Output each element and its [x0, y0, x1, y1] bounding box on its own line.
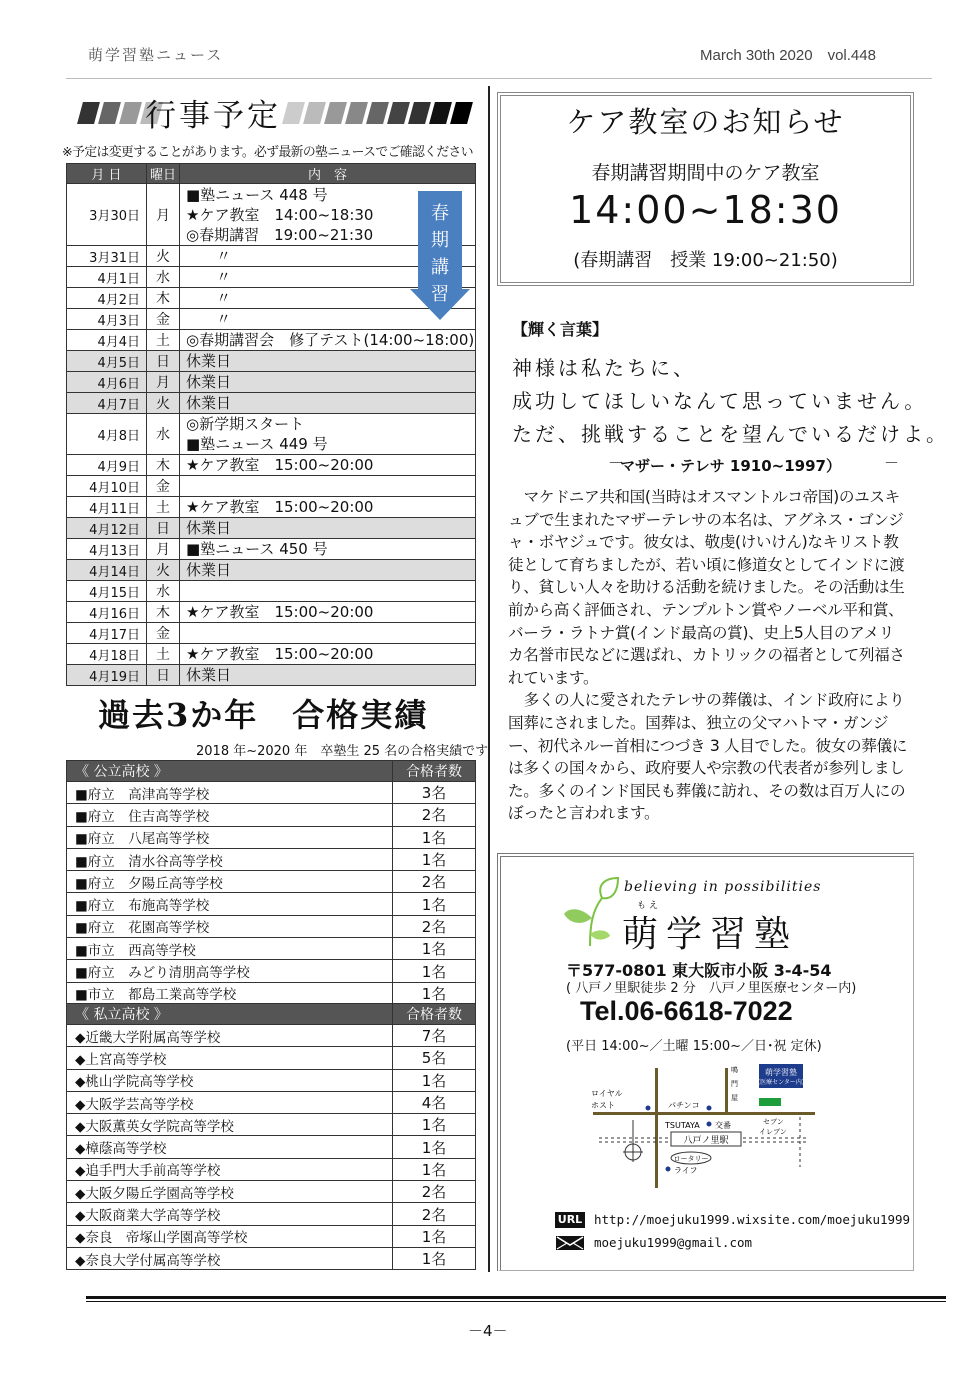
footer-rule — [86, 1296, 946, 1299]
schedule-dow: 火 — [147, 560, 180, 581]
map-rotary: ロータリー — [673, 1155, 709, 1163]
schedule-dow: 土 — [147, 330, 180, 351]
school-result-row — [67, 1091, 476, 1113]
col-dow: 曜日 — [147, 164, 180, 184]
map-naruto: 屋 — [731, 1094, 738, 1102]
map-koban: 交番 — [715, 1121, 731, 1130]
schedule-row — [67, 476, 476, 497]
schedule-row — [67, 581, 476, 602]
care-subtitle: 春期講習期間中のケア教室 — [591, 162, 820, 184]
mail-icon — [555, 1235, 585, 1251]
school-url[interactable]: http://moejuku1999.wixsite.com/moejuku1999 — [594, 1212, 911, 1227]
schedule-dow: 水 — [147, 414, 180, 455]
schedule-dow: 金 — [147, 476, 180, 497]
schedule-row — [67, 602, 476, 623]
map-naruto: 門 — [731, 1080, 738, 1088]
pass-count-cell: 1名 — [393, 960, 476, 982]
quote-line: ただ、挑戦することを望んでいるだけよ。 — [512, 422, 949, 446]
url-icon: URL — [555, 1212, 585, 1228]
school-result-row — [67, 1069, 476, 1091]
schedule-row — [67, 644, 476, 665]
schedule-content: ★ケア教室 15:00~20:00 — [180, 644, 476, 665]
school-address: 〒577-0801 東大阪市小阪 3-4-54 — [566, 961, 832, 980]
private-header: 《 私立高校 》 — [67, 1004, 393, 1025]
pass-count-cell: 1名 — [393, 1069, 476, 1091]
schedule-dow: 日 — [147, 518, 180, 539]
header-divider — [66, 78, 932, 79]
schedule-dow: 水 — [147, 267, 180, 288]
school-result-row — [67, 871, 476, 893]
schedule-content: ■塾ニュース 450 号 — [180, 539, 476, 560]
body-paragraph: 多くの人に愛されたテレサの葬儀は、インド政府により国葬にされました。国葬は、独立の父マハトマ・ガンジー、初代ネルー首相につづき 3 人目でした。彼女の葬儀には多くの国々から、政府要人や宗教の代表者が参列しました。多くのインド国民も葬儀に訪れ、その数は百万人にのぼったと言われます。 — [508, 691, 907, 823]
school-name-cell: ◆近畿大学附属高等学校 — [67, 1025, 393, 1047]
school-result-row — [67, 982, 476, 1004]
schedule-content — [180, 476, 476, 497]
pass-count-cell: 2名 — [393, 1181, 476, 1203]
pass-count-cell: 1名 — [393, 1114, 476, 1136]
school-name-cell: ■府立 花園高等学校 — [67, 915, 393, 937]
school-result-row — [67, 915, 476, 937]
page-number: －4－ — [468, 1322, 508, 1340]
pass-count-cell: 1名 — [393, 982, 476, 1004]
school-phone[interactable]: Tel.06-6618-7022 — [580, 996, 793, 1026]
schedule-dow: 木 — [147, 288, 180, 309]
column-divider — [488, 86, 490, 1272]
col-date: 月 日 — [67, 164, 147, 184]
pass-count-cell: 2名 — [393, 804, 476, 826]
quote-line: 成功してほしいなんて思っていません。 — [512, 389, 928, 413]
school-name: 萌学習塾 — [622, 914, 799, 955]
pass-count-cell: 2名 — [393, 1203, 476, 1225]
schedule-content: 休業日 — [180, 393, 476, 414]
schedule-date: 3月31日 — [67, 246, 147, 267]
pass-count-cell: 4名 — [393, 1091, 476, 1113]
schedule-row — [67, 623, 476, 644]
map-station: 八戸ノ里駅 — [683, 1136, 729, 1146]
pass-count-cell: 1名 — [393, 1225, 476, 1247]
pass-count-cell: 1名 — [393, 893, 476, 915]
schedule-date: 4月5日 — [67, 351, 147, 372]
school-result-row — [67, 1203, 476, 1225]
map-royal-host: ホスト — [591, 1101, 615, 1110]
map-seven: セブン — [763, 1118, 784, 1126]
schedule-row — [67, 351, 476, 372]
results-subtitle: 2018 年~2020 年 卒塾生 25 名の合格実績です — [196, 744, 489, 759]
school-name-cell: ■市立 西高等学校 — [67, 938, 393, 960]
school-result-row — [67, 1136, 476, 1158]
schedule-date: 4月2日 — [67, 288, 147, 309]
schedule-content — [180, 623, 476, 644]
schedule-title: 行事予定 — [145, 98, 281, 134]
schedule-content: 休業日 — [180, 518, 476, 539]
quote-dash: － — [608, 454, 624, 472]
schedule-content: ◎新学期スタート ■塾ニュース 449 号 — [180, 414, 476, 455]
quote-heading: 【輝く言葉】 — [512, 320, 609, 339]
school-result-row — [67, 960, 476, 982]
pass-count-cell: 1名 — [393, 848, 476, 870]
school-name-cell: ■府立 高津高等学校 — [67, 782, 393, 804]
school-tagline: believing in possibilities — [624, 879, 822, 895]
pass-count-cell: 1名 — [393, 1247, 476, 1269]
schedule-dow: 土 — [147, 497, 180, 518]
school-result-row — [67, 1047, 476, 1069]
issue-date: March 30th 2020 vol.448 — [700, 47, 876, 64]
school-result-row — [67, 1158, 476, 1180]
schedule-row — [67, 665, 476, 686]
schedule-content: 休業日 — [180, 372, 476, 393]
school-result-row — [67, 1114, 476, 1136]
schedule-dow: 金 — [147, 623, 180, 644]
school-name-cell: ◆桃山学院高等学校 — [67, 1069, 393, 1091]
school-name-cell: ■市立 都島工業高等学校 — [67, 982, 393, 1004]
schedule-content — [180, 581, 476, 602]
pass-count-cell: 2名 — [393, 871, 476, 893]
schedule-date: 4月18日 — [67, 644, 147, 665]
schedule-date: 4月11日 — [67, 497, 147, 518]
schedule-content: 〃 — [180, 309, 476, 330]
public-school-table — [66, 760, 476, 1005]
pass-count-cell: 3名 — [393, 782, 476, 804]
schedule-row — [67, 518, 476, 539]
map-tsutaya: TSUTAYA — [665, 1121, 700, 1130]
schedule-content: ★ケア教室 15:00~20:00 — [180, 455, 476, 476]
school-name-cell: ◆大阪商業大学高等学校 — [67, 1203, 393, 1225]
schedule-content: ★ケア教室 15:00~20:00 — [180, 602, 476, 623]
schedule-row — [67, 560, 476, 581]
schedule-date: 3月30日 — [67, 184, 147, 246]
map-seven: イレブン — [759, 1128, 787, 1136]
public-count-header: 合格者数 — [393, 761, 476, 782]
body-paragraph: マケドニア共和国(当時はオスマントルコ帝国)のユスキュブで生まれたマザーテレサの本名は、アグネス・ゴンジャ・ボヤジュです。彼女は、敬虔(けいけん)なキリスト教徒として育ちましたが、若い頃に修道女としてインドに渡り、貧しい人々を助ける活動を続けました。その活動は生前から高く評価され、テンプルトン賞やノーベル平和賞、バーラ・ラトナ賞(インド最高の賞)、史上5人目のアメリカ名誉市民などに選ばれ、カトリックの福者として列福されています。 — [508, 488, 905, 687]
schedule-date: 4月17日 — [67, 623, 147, 644]
schedule-dow: 月 — [147, 184, 180, 246]
schedule-date: 4月3日 — [67, 309, 147, 330]
school-result-row — [67, 1181, 476, 1203]
school-name-cell: ■府立 みどり清朋高等学校 — [67, 960, 393, 982]
schedule-content: 〃 — [180, 288, 476, 309]
col-content: 内 容 — [180, 164, 476, 184]
schedule-row — [67, 330, 476, 351]
schedule-row — [67, 539, 476, 560]
results-title: 過去3か年 合格実績 — [98, 696, 429, 734]
schedule-date: 4月12日 — [67, 518, 147, 539]
school-name-cell: ■府立 布施高等学校 — [67, 893, 393, 915]
school-name-cell: ■府立 八尾高等学校 — [67, 826, 393, 848]
map-school-sub: (医療センター内) — [757, 1079, 805, 1086]
schedule-date: 4月1日 — [67, 267, 147, 288]
public-header: 《 公立高校 》 — [67, 761, 393, 782]
arrow-label: 春期講習 — [431, 203, 449, 305]
schedule-date: 4月13日 — [67, 539, 147, 560]
school-result-row — [67, 1225, 476, 1247]
schedule-dow: 月 — [147, 372, 180, 393]
schedule-row — [67, 393, 476, 414]
school-result-row — [67, 893, 476, 915]
school-name-cell: ◆上宮高等学校 — [67, 1047, 393, 1069]
map-life: ライフ — [674, 1166, 698, 1175]
schedule-content: 〃 — [180, 246, 476, 267]
quote-author: マザー・テレサ 1910~1997） — [620, 457, 841, 475]
school-access: ( 八戸ノ里駅徒歩 2 分 八戸ノ里医療センター内) — [566, 981, 857, 996]
school-name-cell: ◆追手門大手前高等学校 — [67, 1158, 393, 1180]
schedule-dow: 水 — [147, 581, 180, 602]
school-result-row — [67, 1247, 476, 1269]
pass-count-cell: 1名 — [393, 938, 476, 960]
leaf-logo-icon — [562, 876, 620, 950]
school-name-cell: ◆大阪学芸高等学校 — [67, 1091, 393, 1113]
schedule-date: 4月6日 — [67, 372, 147, 393]
school-name-cell: ◆樟蔭高等学校 — [67, 1136, 393, 1158]
schedule-dow: 木 — [147, 455, 180, 476]
schedule-dow: 火 — [147, 246, 180, 267]
schedule-content: 休業日 — [180, 560, 476, 581]
care-note: (春期講習 授業 19:00~21:50) — [573, 250, 838, 271]
schedule-dow: 日 — [147, 665, 180, 686]
schedule-date: 4月9日 — [67, 455, 147, 476]
private-school-table — [66, 1003, 476, 1270]
pass-count-cell: 1名 — [393, 1136, 476, 1158]
schedule-date: 4月14日 — [67, 560, 147, 581]
quote-dash: － — [884, 454, 900, 472]
schedule-dow: 火 — [147, 393, 180, 414]
schedule-content: ■塾ニュース 448 号 ★ケア教室 14:00~18:30 ◎春期講習 19:00~21:30 — [180, 184, 476, 246]
school-email[interactable]: moejuku1999@gmail.com — [594, 1235, 753, 1250]
school-result-row — [67, 782, 476, 804]
spring-course-arrow-icon — [410, 191, 470, 320]
map-naruto: 鳴 — [731, 1066, 738, 1074]
school-name-cell: ◆奈良 帝塚山学園高等学校 — [67, 1225, 393, 1247]
school-result-row — [67, 804, 476, 826]
schedule-dow: 月 — [147, 539, 180, 560]
quote-body — [508, 486, 908, 825]
map-pachinko: パチンコ — [668, 1101, 700, 1110]
newsletter-name: 萌学習塾ニュース — [88, 46, 224, 64]
schedule-date: 4月10日 — [67, 476, 147, 497]
pass-count-cell: 5名 — [393, 1047, 476, 1069]
school-name-cell: ■府立 夕陽丘高等学校 — [67, 871, 393, 893]
map-royal-host: ロイヤル — [591, 1089, 623, 1098]
schedule-row — [67, 372, 476, 393]
schedule-date: 4月15日 — [67, 581, 147, 602]
schedule-dow: 金 — [147, 309, 180, 330]
private-count-header: 合格者数 — [393, 1004, 476, 1025]
pass-count-cell: 2名 — [393, 915, 476, 937]
pass-count-cell: 7名 — [393, 1025, 476, 1047]
schedule-content: 休業日 — [180, 351, 476, 372]
schedule-content: ◎春期講習会 修了テスト(14:00~18:00) — [180, 330, 476, 351]
school-name-cell: ◆大阪夕陽丘学園高等学校 — [67, 1181, 393, 1203]
schedule-date: 4月19日 — [67, 665, 147, 686]
quote-line: 神様は私たちに、 — [512, 356, 696, 380]
school-name-cell: ■府立 住吉高等学校 — [67, 804, 393, 826]
map-school-label: 萌学習塾 — [765, 1068, 797, 1077]
school-result-row — [67, 848, 476, 870]
schedule-dow: 木 — [147, 602, 180, 623]
schedule-date: 4月8日 — [67, 414, 147, 455]
schedule-date: 4月7日 — [67, 393, 147, 414]
school-name-ruby: もえ — [637, 901, 662, 911]
school-name-cell: ◆大阪薫英女学院高等学校 — [67, 1114, 393, 1136]
school-result-row — [67, 826, 476, 848]
schedule-row — [67, 497, 476, 518]
pass-count-cell: 1名 — [393, 826, 476, 848]
footer-rule — [86, 1301, 946, 1302]
schedule-dow: 土 — [147, 644, 180, 665]
title-stripes-right — [285, 102, 470, 124]
schedule-dow: 日 — [147, 351, 180, 372]
care-title: ケア教室のお知らせ — [566, 105, 845, 139]
schedule-date: 4月16日 — [67, 602, 147, 623]
school-result-row — [67, 1025, 476, 1047]
pass-count-cell: 1名 — [393, 1158, 476, 1180]
access-map — [585, 1062, 845, 1192]
schedule-row — [67, 455, 476, 476]
school-result-row — [67, 938, 476, 960]
school-name-cell: ■府立 清水谷高等学校 — [67, 848, 393, 870]
schedule-row — [67, 414, 476, 455]
schedule-content: ★ケア教室 15:00~20:00 — [180, 497, 476, 518]
schedule-date: 4月4日 — [67, 330, 147, 351]
school-hours: (平日 14:00~／土曜 15:00~／日･祝 定休) — [566, 1039, 822, 1054]
schedule-content: 〃 — [180, 267, 476, 288]
schedule-note: ※予定は変更することがあります。必ず最新の塾ニュースでご確認ください — [62, 145, 473, 160]
school-name-cell: ◆奈良大学付属高等学校 — [67, 1247, 393, 1269]
schedule-content: 休業日 — [180, 665, 476, 686]
care-time: 14:00~18:30 — [569, 188, 842, 232]
